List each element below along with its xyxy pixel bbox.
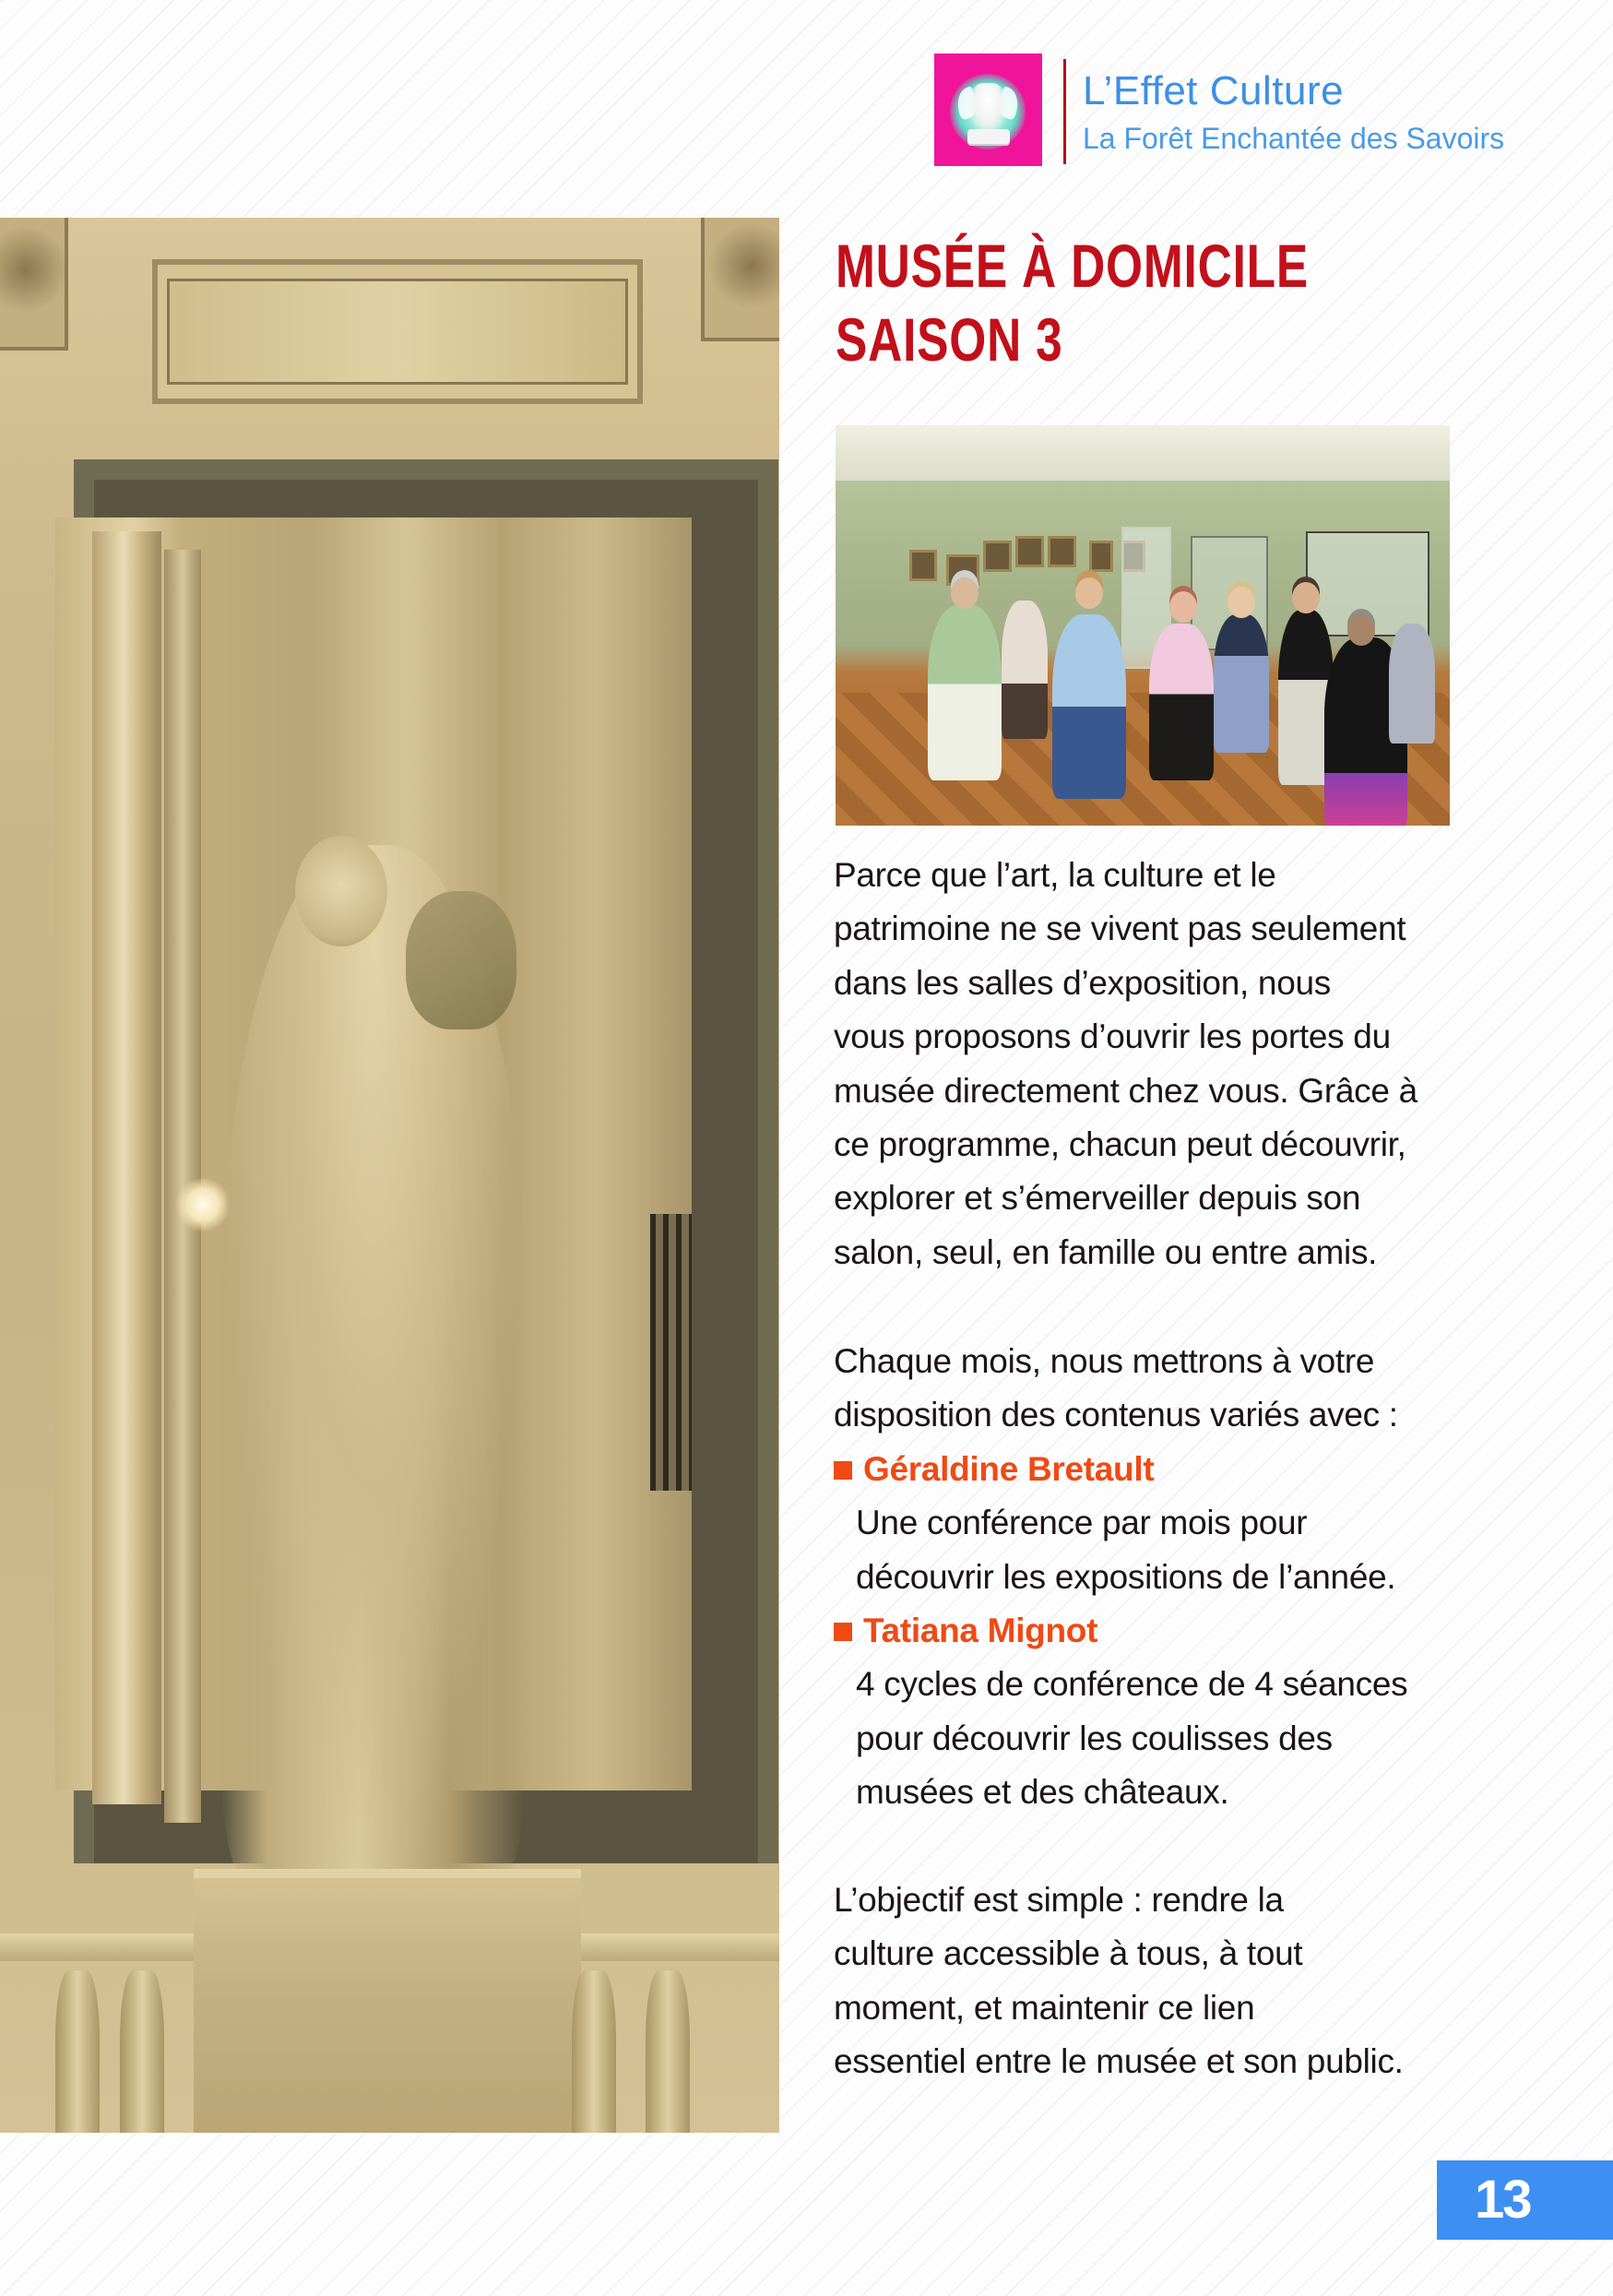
visitor xyxy=(1052,614,1126,799)
speaker-name: Tatiana Mignot xyxy=(863,1612,1098,1650)
square-bullet-icon xyxy=(834,1623,852,1641)
visitor-head xyxy=(1169,591,1197,623)
speaker-heading xyxy=(834,1443,1450,1496)
text-line: disposition des contenus variés avec : xyxy=(834,1396,1398,1434)
square-bullet-icon xyxy=(834,1461,852,1480)
ornament-corner-right xyxy=(701,218,779,341)
column xyxy=(92,531,161,1804)
baluster xyxy=(646,1970,690,2133)
painting xyxy=(909,550,937,581)
visitor-head xyxy=(1292,582,1320,613)
marble-panel xyxy=(152,259,643,404)
visitor xyxy=(928,605,1002,780)
speaker-heading xyxy=(834,1604,1450,1658)
painting xyxy=(1015,536,1044,567)
visitor xyxy=(1214,614,1269,753)
baluster xyxy=(120,1970,164,2133)
brand-title: L’Effet Culture xyxy=(1083,68,1345,113)
brand-subtitle: La Forêt Enchantée des Savoirs xyxy=(1083,122,1505,155)
text-line: Parce que l’art, la culture et le xyxy=(834,856,1276,894)
statue-mask xyxy=(406,891,516,1029)
text-line: pour découvrir les coulisses des xyxy=(856,1719,1333,1757)
painting xyxy=(1089,541,1113,572)
visitor-head xyxy=(1347,614,1375,646)
speaker-description xyxy=(834,1658,1450,1819)
statue-photo xyxy=(0,218,779,2133)
text-line: L’objectif est simple : rendre la xyxy=(834,1881,1284,1919)
text-line: moment, et maintenir ce lien xyxy=(834,1988,1255,2027)
title-line-1: MUSÉE À DOMICILE xyxy=(836,232,1310,300)
text-line: vous proposons d’ouvrir les portes du xyxy=(834,1017,1391,1056)
baluster xyxy=(572,1970,616,2133)
program-section xyxy=(834,1335,1450,1820)
text-line: salon, seul, en famille ou entre amis. xyxy=(834,1232,1378,1271)
brand-logo xyxy=(934,54,1042,166)
text-line: 4 cycles de conférence de 4 séances xyxy=(856,1665,1408,1704)
visitor-head xyxy=(1228,587,1255,618)
visitor xyxy=(1389,624,1435,744)
text-line: Chaque mois, nous mettrons à votre xyxy=(834,1342,1375,1380)
gallery-ceiling xyxy=(836,425,1450,481)
conclusion-paragraph xyxy=(834,1874,1450,2089)
visitor xyxy=(1002,601,1048,739)
speaker-description xyxy=(834,1496,1450,1604)
text-line: dans les salles d’exposition, nous xyxy=(834,963,1331,1002)
iron-railing xyxy=(650,1214,692,1491)
painting xyxy=(983,541,1012,572)
visitor xyxy=(1149,624,1214,780)
painting xyxy=(1048,536,1076,567)
text-line: culture accessible à tous, à tout xyxy=(834,1934,1303,1973)
page-title xyxy=(836,229,1309,376)
lamp-glow xyxy=(175,1177,231,1232)
text-line: musées et des châteaux. xyxy=(856,1773,1229,1812)
statue-pedestal xyxy=(194,1869,581,2133)
text-line: ce programme, chacun peut découvrir, xyxy=(834,1125,1406,1164)
page-number: 13 xyxy=(1437,2160,1613,2240)
text-line: découvrir les expositions de l’année. xyxy=(856,1557,1396,1596)
visitor-head xyxy=(1075,577,1103,609)
text-line: musée directement chez vous. Grâce à xyxy=(834,1071,1417,1110)
visitor-head xyxy=(951,577,978,609)
header-divider xyxy=(1063,59,1066,164)
ornament-corner-left xyxy=(0,218,68,351)
text-line: Une conférence par mois pour xyxy=(856,1504,1308,1542)
baluster xyxy=(55,1970,100,2133)
title-line-2: SAISON 3 xyxy=(836,305,1063,374)
text-line: patrimoine ne se vivent pas seulement xyxy=(834,910,1406,948)
statue-head xyxy=(295,836,387,946)
intro-paragraph xyxy=(834,849,1450,1279)
speaker-name: Géraldine Bretault xyxy=(863,1449,1155,1488)
text-line: explorer et s’émerveiller depuis son xyxy=(834,1179,1361,1218)
text-line: essentiel entre le musée et son public. xyxy=(834,2042,1404,2081)
book-icon xyxy=(967,129,1010,144)
museum-group-photo xyxy=(836,425,1450,826)
